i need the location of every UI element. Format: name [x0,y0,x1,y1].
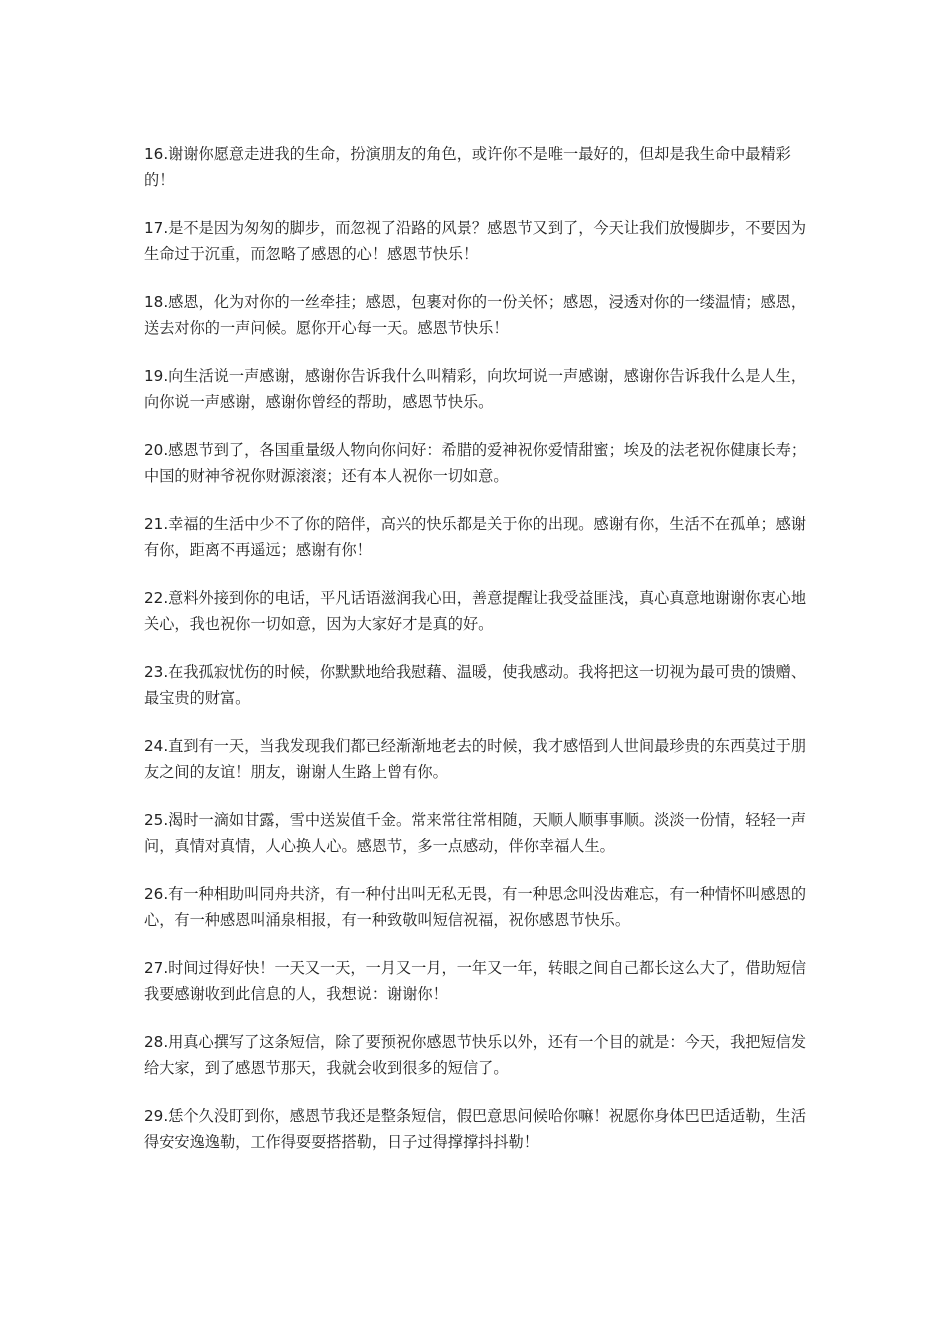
paragraph-22: 22.意料外接到你的电话，平凡话语滋润我心田，善意提醒让我受益匪浅，真心真意地谢谢你衷心地关心，我也祝你一切如意，因为大家好才是真的好。 [144,589,807,633]
paragraph-19: 19.向生活说一声感谢，感谢你告诉我什么叫精彩，向坎坷说一声感谢，感谢你告诉我什么是人生，向你说一声感谢，感谢你曾经的帮助，感恩节快乐。 [144,367,807,411]
document-body [144,142,808,1178]
paragraph-23: 23.在我孤寂忧伤的时候，你默默地给我慰藉、温暖，使我感动。我将把这一切视为最可贵的馈赠、最宝贵的财富。 [144,663,807,707]
paragraph-20: 20.感恩节到了，各国重量级人物向你问好：希腊的爱神祝你爱情甜蜜；埃及的法老祝你健康长寿；中国的财神爷祝你财源滚滚；还有本人祝你一切如意。 [144,441,807,485]
paragraph-26: 26.有一种相助叫同舟共济，有一种付出叫无私无畏，有一种思念叫没齿难忘，有一种情怀叫感恩的心，有一种感恩叫涌泉相报，有一种致敬叫短信祝福，祝你感恩节快乐。 [144,885,807,929]
paragraph-24: 24.直到有一天，当我发现我们都已经渐渐地老去的时候，我才感悟到人世间最珍贵的东西莫过于朋友之间的友谊！朋友，谢谢人生路上曾有你。 [144,737,807,781]
paragraph-18: 18.感恩，化为对你的一丝牵挂；感恩，包裹对你的一份关怀；感恩，浸透对你的一缕温情；感恩，送去对你的一声问候。愿你开心每一天。感恩节快乐！ [144,293,807,337]
paragraph-27: 27.时间过得好快！一天又一天，一月又一月，一年又一年，转眼之间自己都长这么大了，借助短信我要感谢收到此信息的人，我想说：谢谢你！ [144,959,807,1003]
paragraph-25: 25.渴时一滴如甘露，雪中送炭值千金。常来常往常相随，天顺人顺事事顺。淡淡一份情，轻轻一声问，真情对真情，人心换人心。感恩节，多一点感动，伴你幸福人生。 [144,811,807,855]
paragraph-29: 29.恁个久没盯到你，感恩节我还是整条短信，假巴意思问候哈你嘛！祝愿你身体巴巴适适勒，生活得安安逸逸勒，工作得耍耍搭搭勒，日子过得撑撑抖抖勒！ [144,1107,807,1151]
paragraph-21: 21.幸福的生活中少不了你的陪伴，高兴的快乐都是关于你的出现。感谢有你，生活不在孤单；感谢有你，距离不再遥远；感谢有你！ [144,515,807,559]
paragraph-16: 16.谢谢你愿意走进我的生命，扮演朋友的角色，或许你不是唯一最好的，但却是我生命中最精彩的！ [144,145,791,189]
paragraph-28: 28.用真心撰写了这条短信，除了要预祝你感恩节快乐以外，还有一个目的就是：今天，我把短信发给大家，到了感恩节那天，我就会收到很多的短信了。 [144,1033,807,1077]
paragraph-17: 17.是不是因为匆匆的脚步，而忽视了沿路的风景？感恩节又到了，今天让我们放慢脚步，不要因为生命过于沉重，而忽略了感恩的心！感恩节快乐！ [144,219,807,263]
